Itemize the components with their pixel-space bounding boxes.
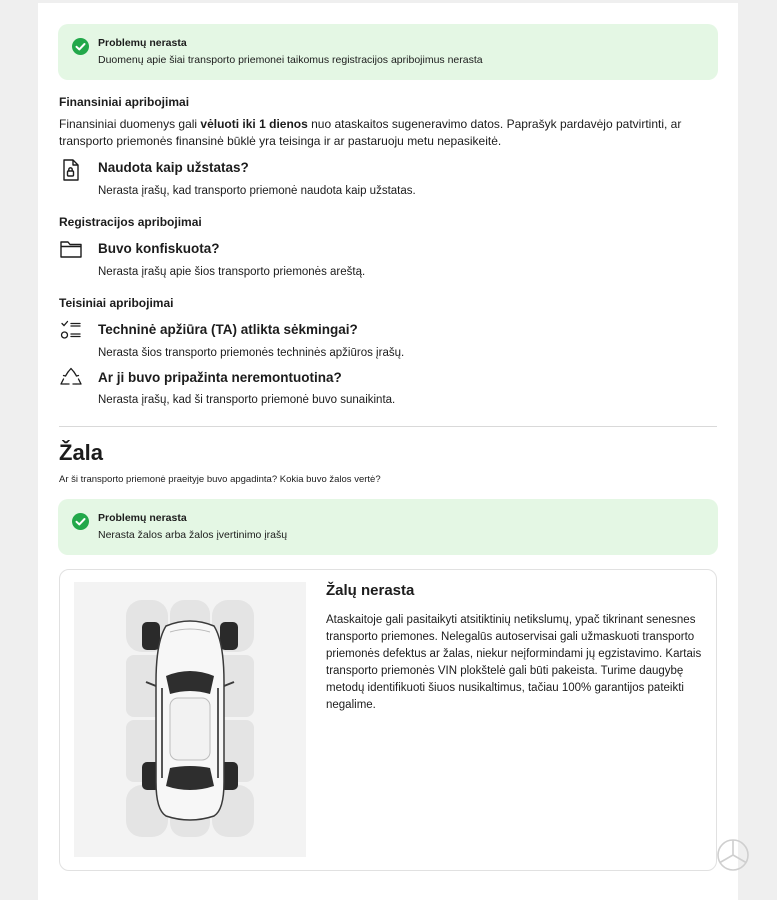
- check-circle-icon: [72, 513, 89, 530]
- unrepairable-title: Ar ji buvo pripažinta neremontuotina?: [98, 370, 342, 385]
- damage-card: [59, 569, 717, 871]
- registration-status-alert: [58, 24, 718, 80]
- alert-text: Nerasta žalos arba žalos įvertinimo įrašų: [98, 529, 288, 541]
- car-diagram: [74, 582, 306, 857]
- folder-icon: [58, 236, 84, 262]
- damage-title: Žala: [59, 440, 104, 465]
- confiscation-text: Nerasta įrašų apie šios transporto priemonės areštą.: [98, 266, 366, 278]
- collateral-title: Naudota kaip užstatas?: [98, 160, 249, 175]
- checklist-icon: [58, 318, 84, 344]
- inspection-title: Techninė apžiūra (TA) atlikta sėkmingai?: [98, 322, 358, 337]
- financial-note: [59, 116, 699, 150]
- check-circle-icon: [72, 38, 89, 55]
- note-text-cont: nuo ataskaitos sugeneravimo datos. Paprašyk pardavėjo patvirtinti, ar: [307, 117, 682, 131]
- section-divider: [59, 426, 717, 427]
- confiscation-title: Buvo konfiskuota?: [98, 241, 220, 256]
- registration-heading: Registracijos apribojimai: [59, 215, 202, 229]
- note-text: Finansiniai duomenys gali: [59, 117, 201, 131]
- collateral-text: Nerasta įrašų, kad transporto priemonė naudota kaip užstatas.: [98, 185, 416, 197]
- document-lock-icon: [58, 157, 84, 183]
- damage-status-alert: [58, 499, 718, 555]
- note-delay: vėluoti iki 1 dienos: [200, 117, 308, 131]
- legal-heading: Teisiniai apribojimai: [59, 296, 174, 310]
- alert-text: Duomenų apie šiai transporto priemonei taikomus registracijos apribojimus nerasta: [98, 54, 483, 66]
- unrepairable-text: Nerasta įrašų, kad ši transporto priemonė buvo sunaikinta.: [98, 394, 396, 406]
- alert-title: Problemų nerasta: [98, 37, 187, 49]
- card-title: Žalų nerasta: [326, 582, 415, 599]
- note-text-line2: transporto priemonės finansinė būklė yra teisinga ir ar pastaruoju metu nepasikeitė.: [59, 134, 502, 148]
- mercedes-star-icon: [716, 838, 750, 872]
- inspection-text: Nerasta šios transporto priemonės techninės apžiūros įrašų.: [98, 347, 405, 359]
- card-text: Ataskaitoje gali pasitaikyti atsitiktinių netikslumų, ypač tikrinant senesnes transporto priemones. Nelegalūs autoservisai gali užmaskuoti transporto priemonės defektus ar žalas, niekur neįformindami jų egzistavimo. Kartais transporto priemonės VIN plokštelė gali būti pakeista. Turime daugybę metodų identifikuoti šiuos nusikaltimus, tačiau 100% garantijos pateikti negalime.: [326, 614, 702, 711]
- damage-subtitle: Ar ši transporto priemonė praeityje buvo apgadinta? Kokia buvo žalos vertė?: [59, 474, 381, 485]
- recycle-icon: [58, 366, 84, 392]
- alert-title: Problemų nerasta: [98, 512, 187, 524]
- financial-heading: Finansiniai apribojimai: [59, 95, 190, 109]
